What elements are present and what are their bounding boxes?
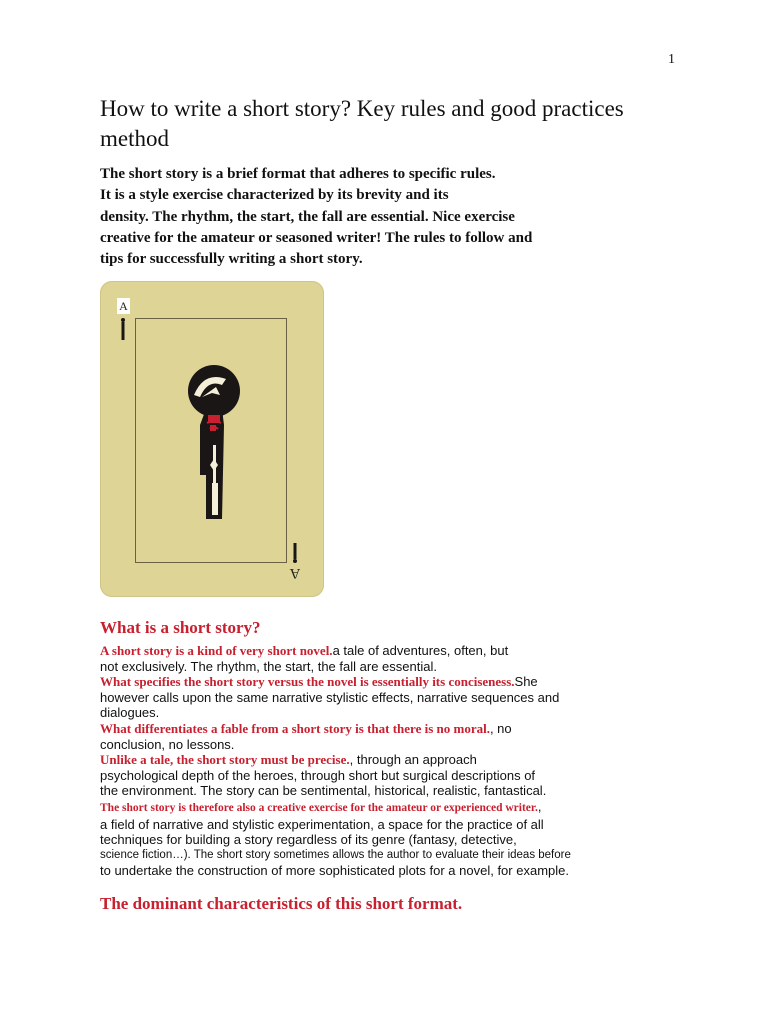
page-title: How to write a short story? Key rules and good practices method — [100, 96, 624, 151]
body-line: not exclusively. The rhythm, the start, the fall are essential. — [100, 658, 437, 674]
body-text: , — [537, 798, 542, 814]
card-corner-letter-bottom: A — [289, 565, 301, 581]
body-line: dialogues. — [100, 705, 160, 721]
highlight-text: A short story is a kind of very short novel. — [100, 643, 333, 658]
body-line — [100, 643, 660, 659]
body-line — [100, 752, 660, 768]
section-body — [100, 643, 660, 879]
card-pip-top-icon — [121, 318, 125, 340]
intro-paragraph — [100, 164, 700, 270]
card-illustration — [100, 281, 326, 598]
highlight-text: What specifies the short story versus the novel is essentially its conciseness. — [100, 674, 515, 690]
body-line: science fiction…). The short story sometimes allows the author to evaluate their ideas before — [100, 848, 571, 861]
card-corner-letter-top: A — [117, 298, 130, 314]
highlight-text: Unlike a tale, the short story must be precise. — [100, 752, 350, 768]
body-line — [100, 674, 660, 690]
card-pip-bottom-icon — [293, 543, 297, 563]
keyhole-icon — [182, 365, 246, 519]
page-number: 1 — [668, 52, 675, 67]
section-heading-characteristics: The dominant characteristics of this short format. — [100, 894, 463, 913]
highlight-text: What differentiates a fable from a short story is that there is no moral. — [100, 720, 490, 736]
body-line: a field of narrative and stylistic experimentation, a space for the practice of all — [100, 816, 544, 832]
body-text: She — [514, 674, 538, 690]
intro-line: density. The rhythm, the start, the fall are essential. Nice exercise — [100, 208, 515, 225]
body-text: , through an approach — [349, 752, 477, 768]
body-line: psychological depth of the heroes, through short but surgical descriptions of — [100, 767, 536, 783]
body-line: conclusion, no lessons. — [100, 736, 235, 752]
intro-line: tips for successfully writing a short story. — [100, 251, 363, 268]
body-line: the environment. The story can be sentimental, historical, realistic, fantastical. — [100, 783, 547, 799]
body-line: techniques for building a story regardless of its genre (fantasy, detective, — [100, 832, 517, 848]
body-text: , no — [489, 720, 512, 736]
body-line: to undertake the construction of more sophisticated plots for a novel, for example. — [100, 863, 569, 879]
highlight-text: The short story is therefore also a creative exercise for the amateur or experienced writer. — [100, 801, 538, 814]
section-heading-what-is: What is a short story? — [100, 618, 261, 637]
body-line — [100, 721, 660, 737]
card-corner-bottom — [288, 541, 302, 581]
intro-line: It is a style exercise characterized by its brevity and its — [100, 187, 449, 204]
intro-line: creative for the amateur or seasoned writer! The rules to follow and — [100, 229, 533, 246]
intro-line: The short story is a brief format that adheres to specific rules. — [100, 166, 496, 182]
body-line — [100, 799, 660, 817]
body-line: however calls upon the same narrative stylistic effects, narrative sequences and — [100, 689, 560, 705]
playing-card — [100, 281, 324, 597]
body-text: a tale of adventures, often, but — [332, 643, 509, 658]
